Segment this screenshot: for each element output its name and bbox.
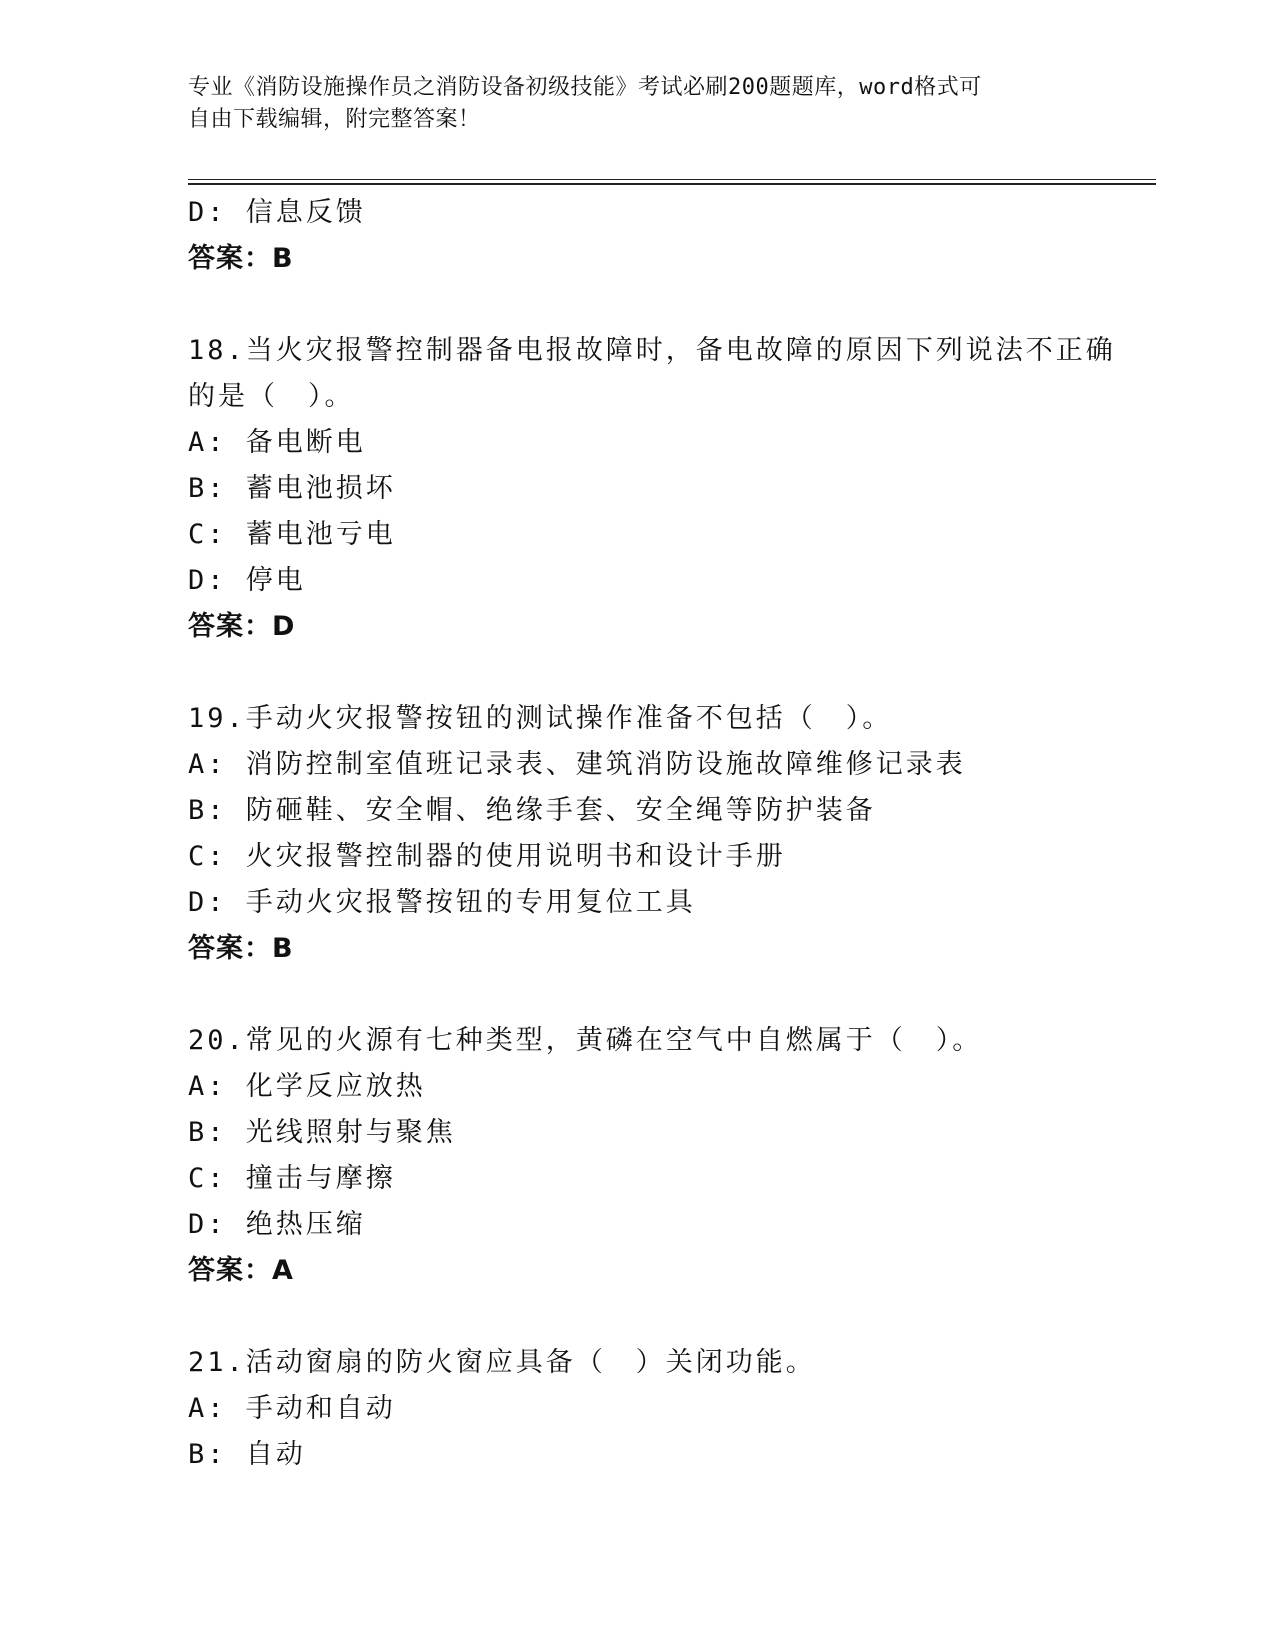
- header-divider-thick: [188, 183, 1156, 185]
- spacer: [188, 282, 1088, 328]
- option-a: A: 化学反应放热: [188, 1071, 426, 1102]
- option-b: B: 自动: [188, 1439, 306, 1470]
- header-title-line-2: 自由下载编辑，附完整答案！: [188, 107, 481, 132]
- option-b: B: 蓄电池损坏: [188, 473, 396, 504]
- header-divider: [188, 179, 1156, 180]
- question-stem: 19.手动火灾报警按钮的测试操作准备不包括（ ）。: [188, 703, 893, 734]
- spacer: [188, 650, 1088, 696]
- spacer: [188, 1294, 1088, 1340]
- answer-line: 答案：D: [188, 611, 296, 642]
- question-18: [188, 328, 1116, 650]
- document-header: [188, 72, 1088, 136]
- option-a: A: 备电断电: [188, 427, 366, 458]
- question-21: [188, 1340, 1088, 1478]
- option-d: D: 信息反馈: [188, 197, 366, 228]
- question-19: [188, 696, 1088, 972]
- header-title-line-1: 专业《消防设施操作员之消防设备初级技能》考试必刷200题题库，word格式可: [188, 75, 982, 100]
- question-stem: 18.当火灾报警控制器备电报故障时，备电故障的原因下列说法不正确: [188, 335, 1116, 366]
- option-b: B: 光线照射与聚焦: [188, 1117, 456, 1148]
- answer-line: 答案：B: [188, 933, 294, 964]
- option-b: B: 防砸鞋、安全帽、绝缘手套、安全绳等防护装备: [188, 795, 876, 826]
- question-list: [188, 190, 1116, 1478]
- answer-line: 答案：B: [188, 243, 294, 274]
- option-d: D: 绝热压缩: [188, 1209, 366, 1240]
- question-17-tail: [188, 190, 1088, 282]
- question-20: [188, 1018, 1088, 1294]
- option-d: D: 停电: [188, 565, 306, 596]
- option-a: A: 消防控制室值班记录表、建筑消防设施故障维修记录表: [188, 749, 966, 780]
- question-stem: 21.活动窗扇的防火窗应具备（ ）关闭功能。: [188, 1347, 816, 1378]
- option-a: A: 手动和自动: [188, 1393, 396, 1424]
- option-c: C: 蓄电池亏电: [188, 519, 396, 550]
- answer-line: 答案：A: [188, 1255, 294, 1286]
- question-stem: 20.常见的火源有七种类型，黄磷在空气中自燃属于（ ）。: [188, 1025, 983, 1056]
- option-c: C: 火灾报警控制器的使用说明书和设计手册: [188, 841, 786, 872]
- option-c: C: 撞击与摩擦: [188, 1163, 396, 1194]
- question-stem-continued: 的是（ ）。: [188, 381, 355, 412]
- option-d: D: 手动火灾报警按钮的专用复位工具: [188, 887, 696, 918]
- spacer: [188, 972, 1088, 1018]
